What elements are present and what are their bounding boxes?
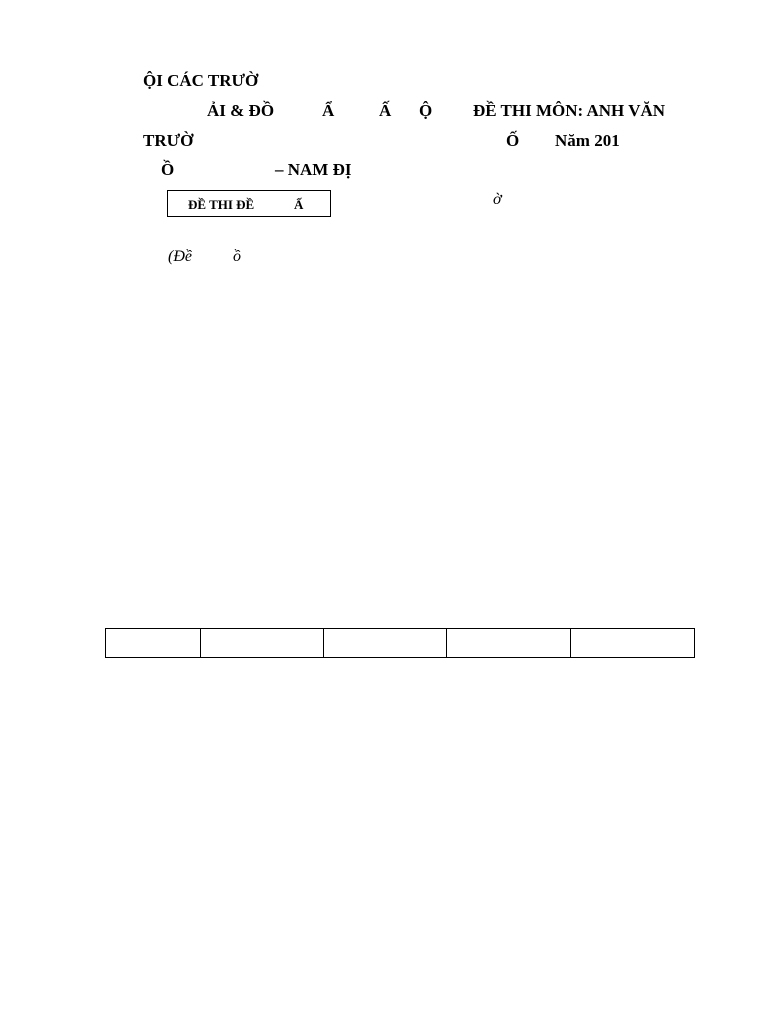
header-line-3-left: TRƯỜ: [143, 131, 194, 150]
table-cell: [106, 629, 201, 658]
exam-type-label-2: Ấ: [294, 197, 304, 212]
exam-type-box: [167, 190, 331, 217]
header-line-4-right: – NAM ĐỊ: [275, 160, 352, 179]
header-line-2-left: ẢI & ĐỒ: [207, 101, 275, 120]
header-line-2-b: Ấ: [379, 101, 392, 120]
header-line-3-mid: Ố: [506, 131, 520, 150]
table-cell: [324, 629, 447, 658]
score-table: [105, 628, 695, 658]
header-line-4-left: Ồ: [161, 160, 175, 179]
time-note: ờ: [493, 191, 502, 208]
table-cell: [571, 629, 695, 658]
exam-note-1: (Đề: [168, 248, 192, 265]
table-cell: [201, 629, 324, 658]
table-cell: [447, 629, 571, 658]
header-line-1: ỘI CÁC TRƯỜ: [143, 71, 259, 90]
exam-note-2: ồ: [233, 248, 241, 265]
exam-type-label: ĐỀ THI ĐỀ: [188, 197, 255, 212]
header-line-2-a: Ẩ: [322, 101, 335, 120]
exam-year: Năm 201: [555, 131, 620, 150]
header-line-2-c: Ộ: [419, 101, 433, 120]
exam-subject-title: ĐỀ THI MÔN: ANH VĂN: [473, 101, 666, 120]
table-row: [106, 629, 695, 658]
